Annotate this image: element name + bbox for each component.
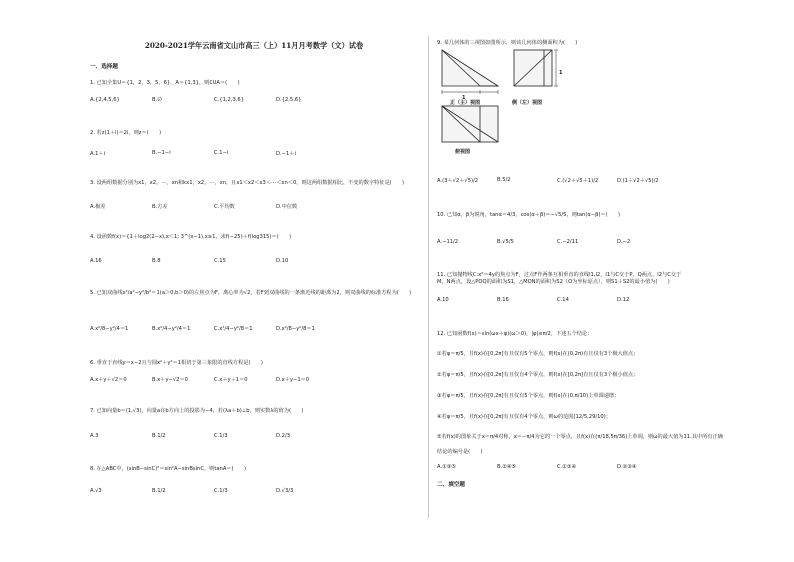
option-a: A.−11/2 <box>437 239 459 245</box>
q12-statement-1: ①若φ＝π/5，且f(x)在[0,2π]有且仅有5个零点，则f(x)在(0,2π)有且仅有3个极大值点； <box>437 351 639 357</box>
q12-statement-2: ②若φ＝π/5，且f(x)在[0,2π]有且仅有4个零点，则f(x)在[0,2π]有且仅有3个极小值点； <box>437 372 639 378</box>
option-a: A.(3＋√2＋√5)/2 <box>437 178 479 184</box>
section-heading-choice: 一、选择题 <box>90 64 118 70</box>
option-d: D.2/3 <box>276 433 290 439</box>
option-b: B.−1−i <box>152 150 171 156</box>
front-view <box>442 50 498 94</box>
q12-statement-tail: 结论的编号是( ) <box>437 449 483 455</box>
option-a: A.√3 <box>90 488 102 494</box>
option-d: D.x＋y−1＝0 <box>276 377 310 383</box>
column-divider <box>428 36 429 518</box>
option-b: B.8 <box>152 258 161 264</box>
option-a: A.16 <box>90 258 102 264</box>
option-a: A.x²/8−y²/4＝1 <box>90 326 129 332</box>
option-c: C.①③④ <box>557 464 577 470</box>
option-b: B.∅ <box>152 97 162 103</box>
option-d: D.−1＋i <box>276 151 296 157</box>
question-6-text: 6. 垂直于直线y＝x−2且与圆x²＋y²＝1相切于第三象限的直线方程是( ) <box>90 360 263 366</box>
question-9-text: 9. 某几何体的三视图如图所示，则该几何体的侧面积为( ) <box>437 40 578 46</box>
option-d: D.{2,5,6} <box>276 97 302 103</box>
question-5-text: 5. 已知双曲线x²/a²−y²/b²＝1(a＞0,b＞0)的左焦点为F，离心率为√2，若F到双曲线的一条渐近线的距离为2，则双曲线的标准方程为( ) <box>90 290 412 296</box>
option-a: A.1＋i <box>90 151 106 157</box>
option-a: A.①③⑤ <box>437 464 457 470</box>
option-d: D.−2 <box>617 239 631 245</box>
question-4-text: 4. 设函数f(x)＝{1＋log2(2−x),x＜1; 3^(x−1),x≥1，求f(−25)＋f(log315)＝( ) <box>90 234 292 240</box>
side-view <box>514 50 558 86</box>
top-view-label: 俯视图 <box>455 149 471 155</box>
option-b: B.x²/4−y²/4＝1 <box>152 326 191 332</box>
question-2-text: 2. 若z(1＋i)＝2i，则z＝( ) <box>90 130 162 136</box>
option-c: C.14 <box>557 297 569 303</box>
option-d: D.10 <box>276 258 289 264</box>
option-c: C.平均数 <box>214 204 235 210</box>
option-b: B.x＋y−√2＝0 <box>152 377 188 383</box>
option-a: A.10 <box>437 297 449 303</box>
option-a: A.极差 <box>90 204 106 210</box>
option-c: C.1/3 <box>214 488 228 494</box>
q12-statement-5: ⑤若f(x)的图象关于x＝π/4对称，x＝−π/4为它的一个零点，且f(x)在(π/18,5π/36)上单调，则ω的最大值为11.其中所有正确 <box>437 434 723 440</box>
q12-statement-3: ③若φ＝π/5，且f(x)在[0,2π]有且仅有5个零点，则f(x)在(0,π/10)上单调递增； <box>437 393 620 399</box>
option-d: D.12 <box>617 297 630 303</box>
dim-label-side: 1 <box>559 70 563 76</box>
front-view-label: 正（主）视图 <box>450 100 481 106</box>
question-7-text: 7. 已知向量b＝(1,√3)，向量a在b方向上的投影为−4，若(λa＋b)⊥b，则实数λ的值为( ) <box>90 408 304 414</box>
option-d: D.②③④ <box>617 464 637 470</box>
question-11-text: 11. 已知抛物线C:x²＝4y的焦点为F，过点F作两条互相垂直的直线l1,l2，l1与C交于P，Q两点，l2与C交于M，N两点，设△POQ的面积为S1，△MON的面积为S2（O为坐标原点），则S1＋S2的最小值为( ) <box>437 272 682 285</box>
question-12-text: 12. 已知函数f(x)＝sin(ωx＋φ)(ω＞0)，|φ|≤π/2，下述五个结论： <box>437 331 593 337</box>
option-b: B.1/2 <box>152 433 166 439</box>
option-d: D.(1＋√2＋√5)/2 <box>617 178 659 184</box>
option-b: B.方差 <box>152 204 168 210</box>
option-d: D.中位数 <box>276 204 298 210</box>
option-b: B.16 <box>497 297 509 303</box>
option-b: B.②④⑤ <box>497 464 517 470</box>
option-c: C.1−i <box>214 150 229 156</box>
question-3-text: 3. 设两组数据分别为x1，x2，⋯，xn和kx1，x2，⋯，xn，且x1＜x2＜x3＜⋯＜xn＜0，则这两组数据相比，不变的数字特征是( ) <box>90 180 405 186</box>
option-c: C.x²/4−y²/8＝1 <box>214 326 253 332</box>
question-8-text: 8. 在△ABC中，(sinB−sinC)²＝sin²A−sinBsinC，则tanA＝( ) <box>90 466 246 472</box>
q12-statement-4: ④若φ＝π/5，且f(x)在[0,2π]有且仅有4个零点，则ω的范围[12/5,29/10)； <box>437 414 611 420</box>
option-c: C.−2/11 <box>557 239 579 245</box>
question-1-text: 1. 已知全集U＝{1，2，3，5，6}，A＝{1,3}，则∁UA＝( ) <box>90 80 240 86</box>
option-b: B.√5/5 <box>497 239 514 245</box>
question-10-text: 10. 已知α，β为锐角，tanα＝4/3，cos(α＋β)＝−√5/5，则tan(α−β)＝( ) <box>437 212 621 218</box>
option-c: C.(√2＋√5＋1)/2 <box>557 178 599 184</box>
option-c: C.1/3 <box>214 433 228 439</box>
top-view <box>442 106 498 142</box>
option-c: C.x＋y＋1＝0 <box>214 377 248 383</box>
option-b: B.5/2 <box>497 177 511 183</box>
option-b: B.1/2 <box>152 488 166 494</box>
page-title: 2020-2021学年云南省文山市高三（上）11月月考数学（文）试卷 <box>144 41 364 50</box>
option-d: D.x²/8−y²/8＝1 <box>276 326 315 332</box>
option-c: C.15 <box>214 258 226 264</box>
section-heading-fill: 二、填空题 <box>437 482 465 488</box>
dim-label-front: 1 <box>462 95 466 101</box>
option-a: A.x＋y＋√2＝0 <box>90 377 127 383</box>
option-c: C.{1,2,3,6} <box>214 97 245 103</box>
option-a: A.{2,4,5,6} <box>90 97 120 103</box>
option-a: A.3 <box>90 433 99 439</box>
side-view-label: 侧（左）视图 <box>512 100 543 106</box>
option-d: D.√3/3 <box>276 488 294 494</box>
